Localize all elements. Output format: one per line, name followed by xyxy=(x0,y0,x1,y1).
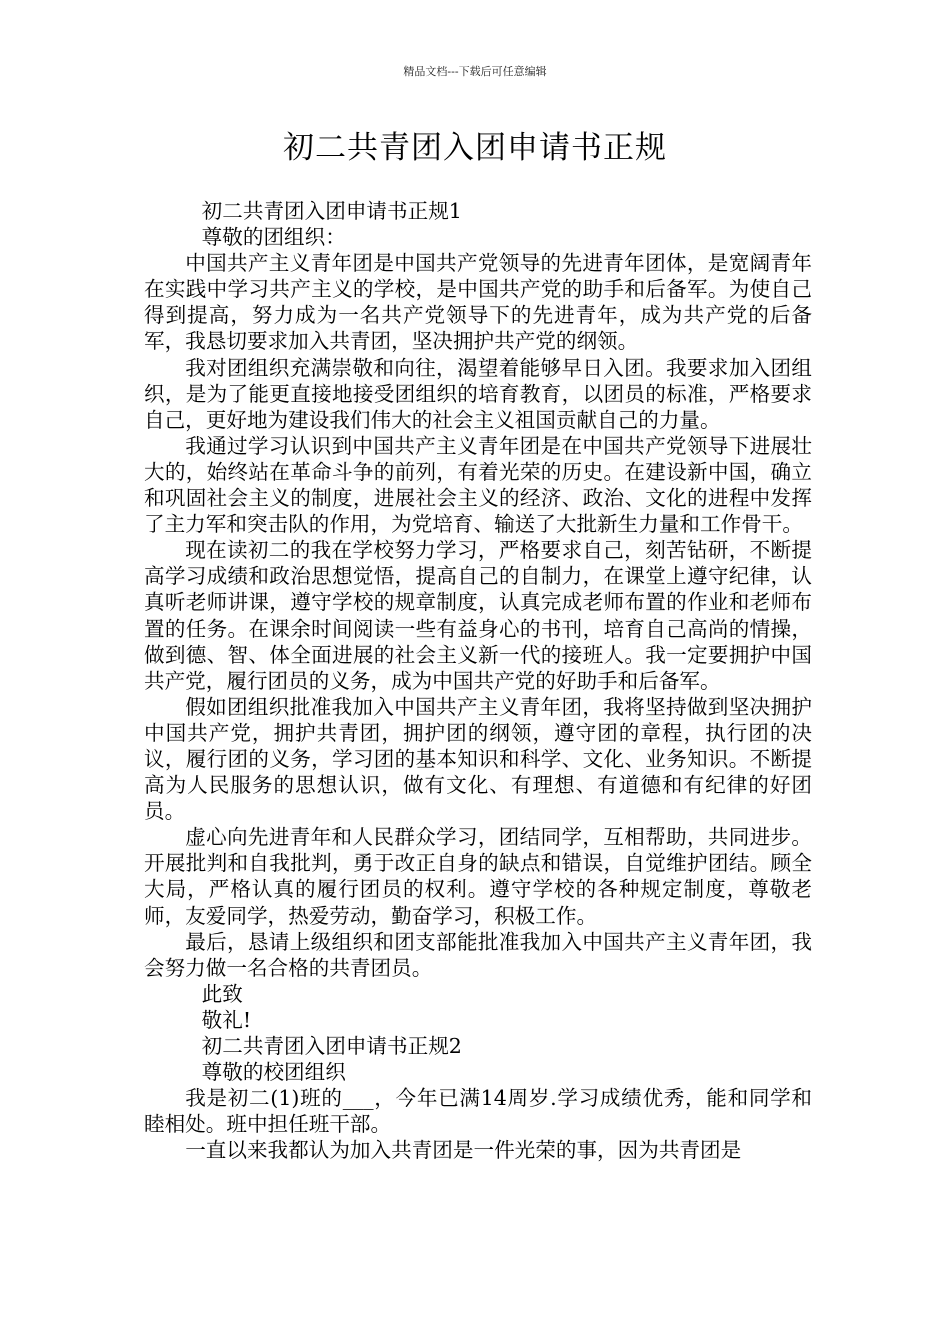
section1-paragraph-7: 最后，恳请上级组织和团支部能批准我加入中国共产主义青年团，我会努力做一名合格的共青团员。 xyxy=(144,929,812,980)
section1-salutation: 尊敬的团组织： xyxy=(201,225,346,250)
section2-paragraph-1: 我是初二(1)班的___，今年已满14周岁.学习成绩优秀，能和同学和睦相处。班中担任班干部。 xyxy=(144,1086,812,1137)
section1-paragraph-6: 虚心向先进青年和人民群众学习，团结同学，互相帮助，共同进步。开展批判和自我批判，勇于改正自身的缺点和错误，自觉维护团结。顾全大局，严格认真的履行团员的权利。遵守学校的各种规定制度，尊敬老师，友爱同学，热爱劳动，勤奋学习，积极工作。 xyxy=(144,825,812,928)
section2-salutation: 尊敬的校团组织 xyxy=(201,1060,346,1085)
section1-closing-1: 此致 xyxy=(201,981,243,1006)
section1-heading: 初二共青团入团申请书正规1 xyxy=(201,199,462,223)
header-note: 精品文档---下载后可任意编辑 xyxy=(403,65,547,78)
section1-paragraph-1: 中国共产主义青年团是中国共产党领导的先进青年团体，是宽阔青年在实践中学习共产主义的学校，是中国共产党的助手和后备军。为使自己得到提高，努力成为一名共产党领导下的先进青年，成为共产党的后备军，我恳切要求加入共青团，坚决拥护共产党的纲领。 xyxy=(144,251,812,354)
section1-paragraph-3: 我通过学习认识到中国共产主义青年团是在中国共产党领导下进展壮大的，始终站在革命斗争的前列，有着光荣的历史。在建设新中国，确立和巩固社会主义的制度，进展社会主义的经济、政治、文化的进程中发挥了主力军和突击队的作用，为党培育、输送了大批新生力量和工作骨干。 xyxy=(144,433,812,537)
document-title: 初二共青团入团申请书正规 xyxy=(283,130,667,166)
section1-closing-2: 敬礼! xyxy=(201,1007,252,1032)
section2-heading: 初二共青团入团申请书正规2 xyxy=(201,1034,462,1058)
section1-paragraph-5: 假如团组织批准我加入中国共产主义青年团，我将坚持做到坚决拥护中国共产党，拥护共青团，拥护团的纲领，遵守团的章程，执行团的决议，履行团的义务，学习团的基本知识和科学、文化、业务知识。不断提高为人民服务的思想认识，做有文化、有理想、有道德和有纪律的好团员。 xyxy=(144,694,812,824)
section2-paragraph-2: 一直以来我都认为加入共青团是一件光荣的事，因为共青团是 xyxy=(185,1138,742,1163)
document-body xyxy=(144,198,812,1163)
section1-paragraph-4: 现在读初二的我在学校努力学习，严格要求自己，刻苦钻研，不断提高学习成绩和政治思想觉悟，提高自己的自制力，在课堂上遵守纪律，认真听老师讲课，遵守学校的规章制度，认真完成老师布置的作业和老师布置的任务。在课余时间阅读一些有益身心的书刊，培育自己高尚的情操，做到德、智、体全面进展的社会主义新一代的接班人。我一定要拥护中国共产党，履行团员的义务，成为中国共产党的好助手和后备军。 xyxy=(144,538,812,693)
section1-paragraph-2: 我对团组织充满崇敬和向往，渴望着能够早日入团。我要求加入团组织，是为了能更直接地接受团组织的培育教育，以团员的标准，严格要求自己，更好地为建设我们伟大的社会主义祖国贡献自己的力量。 xyxy=(144,355,812,432)
